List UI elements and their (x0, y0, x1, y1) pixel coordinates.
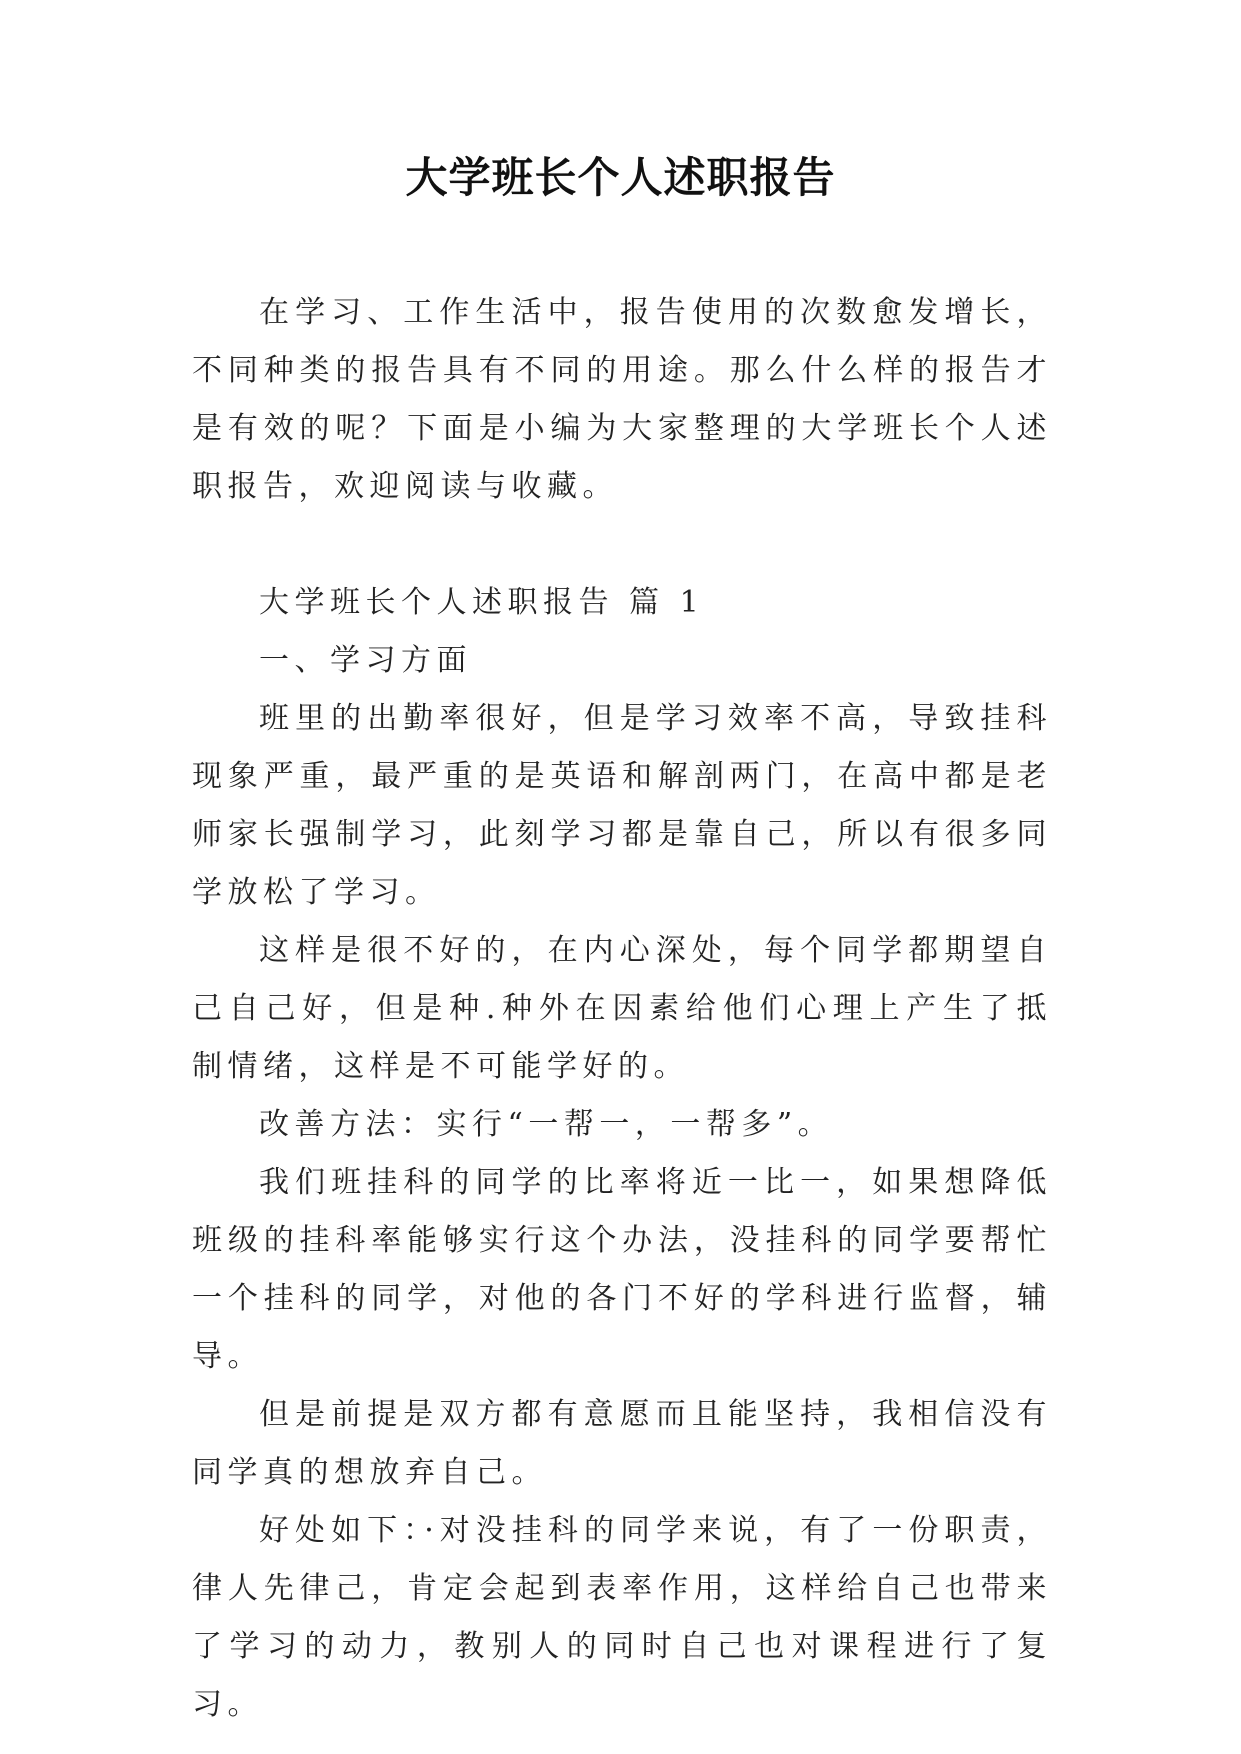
intro-paragraph: 在学习、工作生活中，报告使用的次数愈发增长，不同种类的报告具有不同的用途。那么什么样的报告才是有效的呢？下面是小编为大家整理的大学班长个人述职报告，欢迎阅读与收藏。 (192, 295, 1052, 504)
body-paragraph: 但是前提是双方都有意愿而且能坚持，我相信没有同学真的想放弃自己。 (192, 1397, 1052, 1490)
document-body (192, 284, 1052, 1734)
subsection-heading: 一、学习方面 (259, 643, 472, 678)
section-heading: 大学班长个人述职报告 篇 1 (259, 585, 705, 620)
body-paragraph: 改善方法：实行“一帮一，一帮多”。 (259, 1107, 834, 1142)
body-paragraph: 好处如下：·对没挂科的同学来说，有了一份职责，律人先律己，肯定会起到表率作用，这样给自己也带来了学习的动力，教别人的同时自己也对课程进行了复习。 (192, 1513, 1052, 1722)
body-paragraph: 这样是很不好的，在内心深处，每个同学都期望自己自己好，但是种.种外在因素给他们心理上产生了抵制情绪，这样是不可能学好的。 (192, 933, 1052, 1084)
body-paragraph: 班里的出勤率很好，但是学习效率不高，导致挂科现象严重，最严重的是英语和解剖两门，在高中都是老师家长强制学习，此刻学习都是靠自己，所以有很多同学放松了学习。 (192, 701, 1052, 910)
body-paragraph: 我们班挂科的同学的比率将近一比一，如果想降低班级的挂科率能够实行这个办法，没挂科的同学要帮忙一个挂科的同学，对他的各门不好的学科进行监督，辅导。 (192, 1165, 1052, 1374)
document-title: 大学班长个人述职报告 (405, 153, 836, 202)
